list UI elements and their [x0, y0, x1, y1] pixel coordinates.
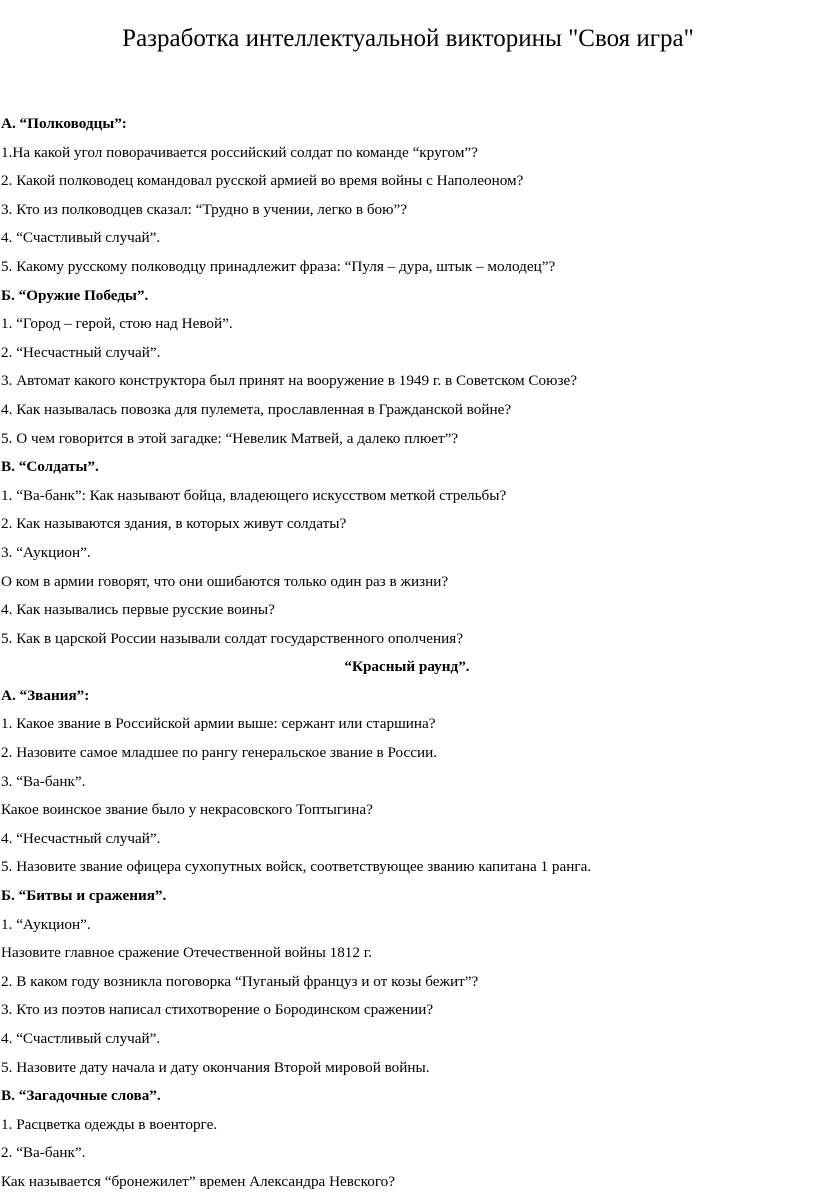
question-line: 4. “Несчастный случай”. [1, 829, 161, 847]
question-line: 2. Как называются здания, в которых живут солдаты? [1, 515, 347, 533]
question-line: 2. Какой полководец командовал русской армией во время войны с Наполеоном? [1, 172, 524, 190]
question-line: 5. Назовите звание офицера сухопутных войск, соответствующее званию капитана 1 ранга. [1, 858, 592, 876]
question-line: 1.На какой угол поворачивается российский солдат по команде “кругом”? [1, 143, 478, 161]
question-line: О ком в армии говорят, что они ошибаются только один раз в жизни? [1, 572, 449, 590]
round-heading: “Красный раунд”. [344, 658, 470, 676]
question-line: 1. “Город – герой, стою над Невой”. [1, 315, 233, 333]
section-heading: А. “Звания”: [1, 686, 90, 704]
question-line: 1. “Ва-банк”: Как называют бойца, владеющего искусством меткой стрельбы? [1, 486, 507, 504]
question-line: 2. “Ва-банк”. [1, 1144, 86, 1162]
question-line: 4. Как называлась повозка для пулемета, прославленная в Гражданской войне? [1, 400, 512, 418]
document-title: Разработка интеллектуальной викторины "Своя игра" [122, 25, 694, 52]
document-body [1, 110, 813, 1197]
question-line: 4. “Счастливый случай”. [1, 1030, 161, 1047]
question-line: 4. Как назывались первые русские воины? [1, 601, 275, 619]
question-line: 2. В каком году возникла поговорка “Пуганый француз и от козы бежит”? [1, 972, 479, 990]
question-line: 3. Кто из поэтов написал стихотворение о Бородинском сражении? [1, 1001, 434, 1019]
question-line: 3. Автомат какого конструктора был принят на вооружение в 1949 г. в Советском Союзе? [1, 372, 577, 390]
section-heading: А. “Полководцы”: [1, 115, 127, 132]
question-line: Какое воинское звание было у некрасовского Топтыгина? [1, 801, 373, 819]
question-line: Назовите главное сражение Отечественной войны 1812 г. [1, 944, 373, 962]
question-line: 2. Назовите самое младшее по рангу генеральское звание в России. [1, 744, 438, 762]
section-heading: Б. “Битвы и сражения”. [1, 887, 167, 905]
question-line: 3. Кто из полководцев сказал: “Трудно в учении, легко в бою”? [1, 200, 407, 218]
question-line: 5. Какому русскому полководцу принадлежит фраза: “Пуля – дура, штык – молодец”? [1, 257, 556, 275]
question-line: 3. “Ва-банк”. [1, 772, 86, 790]
question-line: 5. О чем говорится в этой загадке: “Невелик Матвей, а далеко плюет”? [1, 429, 459, 447]
question-line: 3. “Аукцион”. [1, 543, 91, 561]
question-line: 2. “Несчастный случай”. [1, 343, 161, 361]
question-line: 1. “Аукцион”. [1, 915, 91, 933]
question-line: Как называется “бронежилет” времен Александра Невского? [1, 1172, 395, 1190]
question-line: 1. Какое звание в Российской армии выше: сержант или старшина? [1, 715, 436, 733]
section-heading: В. “Солдаты”. [1, 458, 99, 476]
section-heading: Б. “Оружие Победы”. [1, 286, 149, 304]
question-line: 5. Как в царской России называли солдат государственного ополчения? [1, 629, 463, 647]
question-line: 1. Расцветка одежды в военторге. [1, 1115, 218, 1133]
section-heading: В. “Загадочные слова”. [1, 1087, 161, 1105]
question-line: 5. Назовите дату начала и дату окончания Второй мировой войны. [1, 1058, 430, 1076]
question-line: 4. “Счастливый случай”. [1, 229, 161, 247]
